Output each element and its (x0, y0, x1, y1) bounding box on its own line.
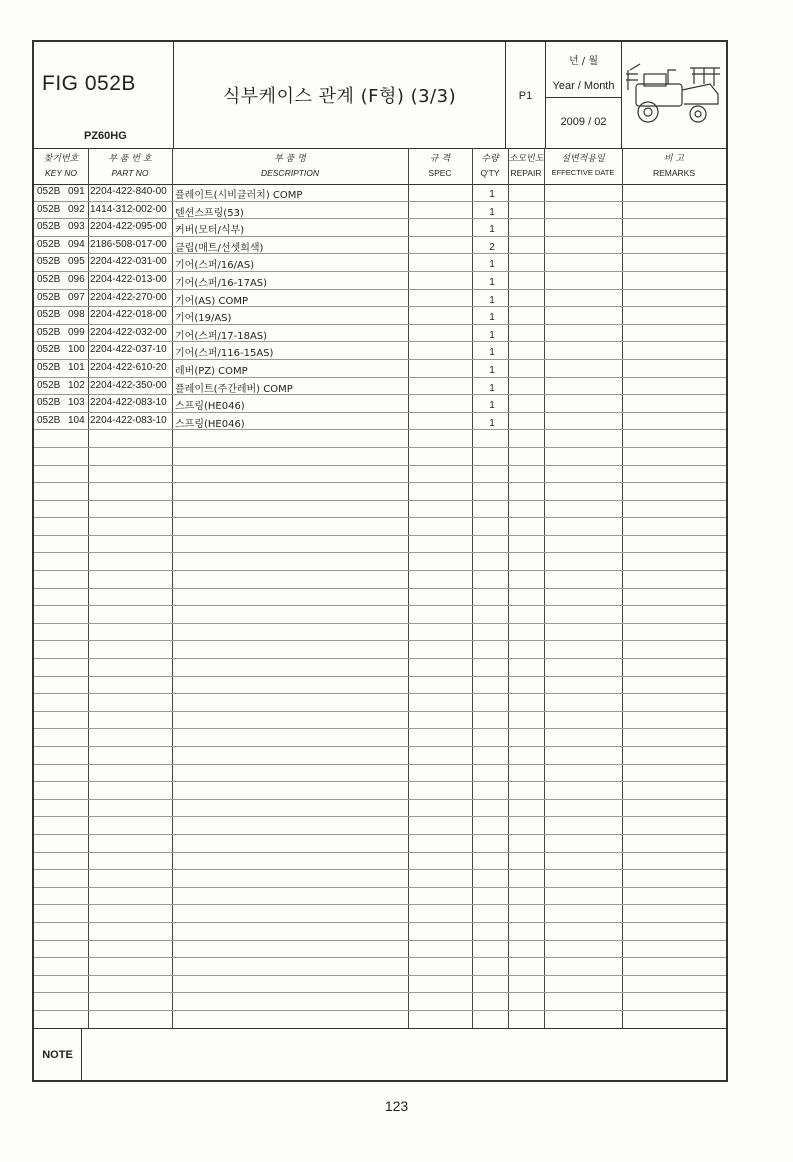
col-part-no-ko: 부 품 번 호 (108, 154, 152, 164)
parts-table-body (34, 184, 726, 1011)
row-key-no: 097 (68, 291, 85, 303)
col-qty-en: Q'TY (480, 168, 500, 178)
row-part-no: 2204-422-350-00 (90, 379, 167, 391)
title-cell (174, 42, 506, 148)
row-description: 플레이트(시비클러치) COMP (175, 190, 303, 201)
col-repair (508, 148, 544, 184)
empty-row (34, 905, 726, 923)
table-row (34, 184, 726, 202)
table-row (34, 290, 726, 308)
empty-row (34, 853, 726, 871)
machine-illustration-cell (622, 42, 726, 148)
row-qty: 1 (489, 189, 495, 200)
row-qty: 1 (489, 294, 495, 306)
row-key-no: 095 (68, 256, 85, 268)
empty-row (34, 729, 726, 747)
row-key-no: 099 (68, 326, 85, 338)
row-figure: 052B (37, 309, 61, 321)
row-figure: 052B (37, 361, 61, 373)
row-part-no: 2204-422-840-00 (90, 186, 167, 197)
col-effective-date-ko: 설변적용일 (561, 154, 605, 164)
row-figure: 052B (37, 291, 61, 303)
parts-list-sheet (32, 40, 728, 1082)
table-row (34, 395, 726, 413)
page-ref: P1 (518, 90, 533, 102)
row-description: 플레이트(주간레버) COMP (175, 383, 293, 395)
row-qty: 1 (489, 364, 495, 376)
empty-row (34, 993, 726, 1011)
col-part-no-en: PART NO (111, 168, 149, 178)
year-month-cell (546, 42, 622, 148)
year-month-value: 2009 / 02 (560, 116, 607, 128)
empty-row (34, 782, 726, 800)
year-month-label-ko: 년 / 월 (568, 56, 599, 67)
figure-number: FIG 052B (42, 72, 136, 95)
row-qty: 1 (489, 276, 495, 288)
empty-row (34, 589, 726, 607)
row-key-no: 102 (68, 379, 85, 391)
year-month-label-box (546, 42, 621, 98)
row-qty: 1 (489, 312, 495, 324)
row-qty: 1 (489, 382, 495, 394)
empty-row (34, 518, 726, 536)
empty-row (34, 817, 726, 835)
empty-row (34, 553, 726, 571)
row-qty: 1 (489, 329, 495, 341)
empty-row (34, 483, 726, 501)
row-key-no: 103 (68, 397, 85, 409)
row-qty: 1 (489, 206, 495, 218)
sheet-header (34, 42, 726, 149)
row-qty: 1 (489, 259, 495, 271)
table-row (34, 272, 726, 290)
row-figure: 052B (37, 273, 61, 285)
rice-transplanter-icon (624, 60, 724, 126)
empty-row (34, 677, 726, 695)
row-figure: 052B (37, 397, 61, 409)
row-key-no: 098 (68, 309, 85, 321)
empty-row (34, 606, 726, 624)
col-part-no (88, 148, 172, 184)
row-figure: 052B (37, 414, 61, 426)
empty-row (34, 958, 726, 976)
row-figure: 052B (37, 203, 61, 215)
table-row (34, 237, 726, 255)
page-number: 123 (384, 1098, 409, 1114)
col-key-no-en: KEY NO (45, 168, 77, 178)
row-qty: 1 (489, 417, 495, 429)
row-figure: 052B (37, 186, 61, 197)
table-row (34, 360, 726, 378)
row-figure: 052B (37, 238, 61, 250)
col-description (172, 148, 408, 184)
row-figure: 052B (37, 344, 61, 356)
empty-row (34, 923, 726, 941)
row-description: 레버(PZ) COMP (175, 365, 248, 377)
col-repair-ko: 소모빈도 (508, 154, 544, 164)
page-ref-cell (506, 42, 546, 148)
row-description: 기어(스퍼/16/AS) (175, 260, 255, 272)
row-description: 클립(매트/선셋회색) (175, 242, 264, 254)
empty-row (34, 624, 726, 642)
row-part-no: 2204-422-018-00 (90, 309, 167, 321)
row-description: 기어(AS) COMP (175, 295, 249, 307)
empty-row (34, 571, 726, 589)
table-row (34, 307, 726, 325)
figure-cell (34, 42, 174, 148)
row-qty: 1 (489, 400, 495, 412)
row-part-no: 2204-422-032-00 (90, 326, 167, 338)
col-remarks (622, 148, 726, 184)
col-qty-ko: 수량 (481, 154, 499, 164)
col-effective-date-en: EFFECTIVE DATE (551, 168, 615, 177)
row-description: 스프링(HE046) (175, 401, 245, 413)
col-repair-en: REPAIR (510, 168, 542, 178)
row-part-no: 1414-312-002-00 (90, 203, 167, 215)
row-qty: 1 (489, 347, 495, 359)
row-description: 기어(스퍼/16-17AS) (175, 277, 268, 289)
note-label: NOTE (34, 1029, 82, 1081)
row-figure: 052B (37, 326, 61, 338)
page-title: 식부케이스 관계 (F형) (3/3) (222, 86, 457, 107)
note-area (34, 1028, 726, 1081)
table-row (34, 219, 726, 237)
empty-row (34, 747, 726, 765)
row-part-no: 2204-422-270-00 (90, 291, 167, 303)
table-row (34, 342, 726, 360)
row-key-no: 096 (68, 273, 85, 285)
row-key-no: 093 (68, 221, 85, 233)
table-row (34, 413, 726, 431)
empty-row (34, 466, 726, 484)
col-remarks-ko: 비 고 (663, 154, 685, 164)
row-key-no: 094 (68, 238, 85, 250)
row-part-no: 2186-508-017-00 (90, 238, 167, 250)
row-description: 스프링(HE046) (175, 418, 245, 430)
row-part-no: 2204-422-610-20 (90, 361, 167, 373)
row-figure: 052B (37, 379, 61, 391)
empty-row (34, 659, 726, 677)
model-name: PZ60HG (84, 130, 127, 142)
row-description: 커버(모터/식부) (175, 225, 245, 237)
empty-row (34, 641, 726, 659)
row-figure: 052B (37, 256, 61, 268)
col-description-ko: 부 품 명 (274, 154, 306, 164)
table-row (34, 325, 726, 343)
empty-row (34, 430, 726, 448)
row-figure: 052B (37, 221, 61, 233)
row-description: 기어(스퍼/17-18AS) (175, 330, 268, 342)
table-row (34, 378, 726, 396)
row-key-no: 091 (68, 186, 85, 197)
row-part-no: 2204-422-095-00 (90, 221, 167, 233)
col-qty (472, 148, 508, 184)
empty-row (34, 712, 726, 730)
row-description: 기어(19/AS) (175, 313, 232, 325)
row-part-no: 2204-422-083-10 (90, 397, 167, 409)
row-part-no: 2204-422-083-10 (90, 414, 167, 426)
col-key-no-ko: 찾기번호 (43, 154, 79, 164)
row-qty: 2 (489, 241, 495, 253)
empty-row (34, 800, 726, 818)
empty-row (34, 694, 726, 712)
col-key-no (34, 148, 88, 184)
col-description-en: DESCRIPTION (260, 168, 320, 178)
row-description: 기어(스퍼/116-15AS) (175, 348, 274, 360)
row-key-no: 100 (68, 344, 85, 356)
year-month-label-en: Year / Month (552, 80, 615, 92)
row-part-no: 2204-422-031-00 (90, 256, 167, 268)
row-description: 텐션스프링(53) (175, 207, 244, 219)
empty-row (34, 976, 726, 994)
empty-row (34, 941, 726, 959)
col-spec-ko: 규 격 (429, 154, 451, 164)
empty-row (34, 765, 726, 783)
table-row (34, 254, 726, 272)
table-row (34, 202, 726, 220)
empty-row (34, 870, 726, 888)
row-key-no: 104 (68, 414, 85, 426)
empty-row (34, 501, 726, 519)
col-effective-date (544, 148, 622, 184)
row-key-no: 101 (68, 361, 85, 373)
empty-row (34, 835, 726, 853)
col-remarks-en: REMARKS (652, 168, 696, 178)
empty-row (34, 888, 726, 906)
col-spec (408, 148, 472, 184)
col-spec-en: SPEC (428, 168, 452, 178)
row-part-no: 2204-422-037-10 (90, 344, 167, 356)
row-key-no: 092 (68, 203, 85, 215)
row-qty: 1 (489, 224, 495, 236)
empty-row (34, 536, 726, 554)
row-part-no: 2204-422-013-00 (90, 273, 167, 285)
empty-row (34, 448, 726, 466)
